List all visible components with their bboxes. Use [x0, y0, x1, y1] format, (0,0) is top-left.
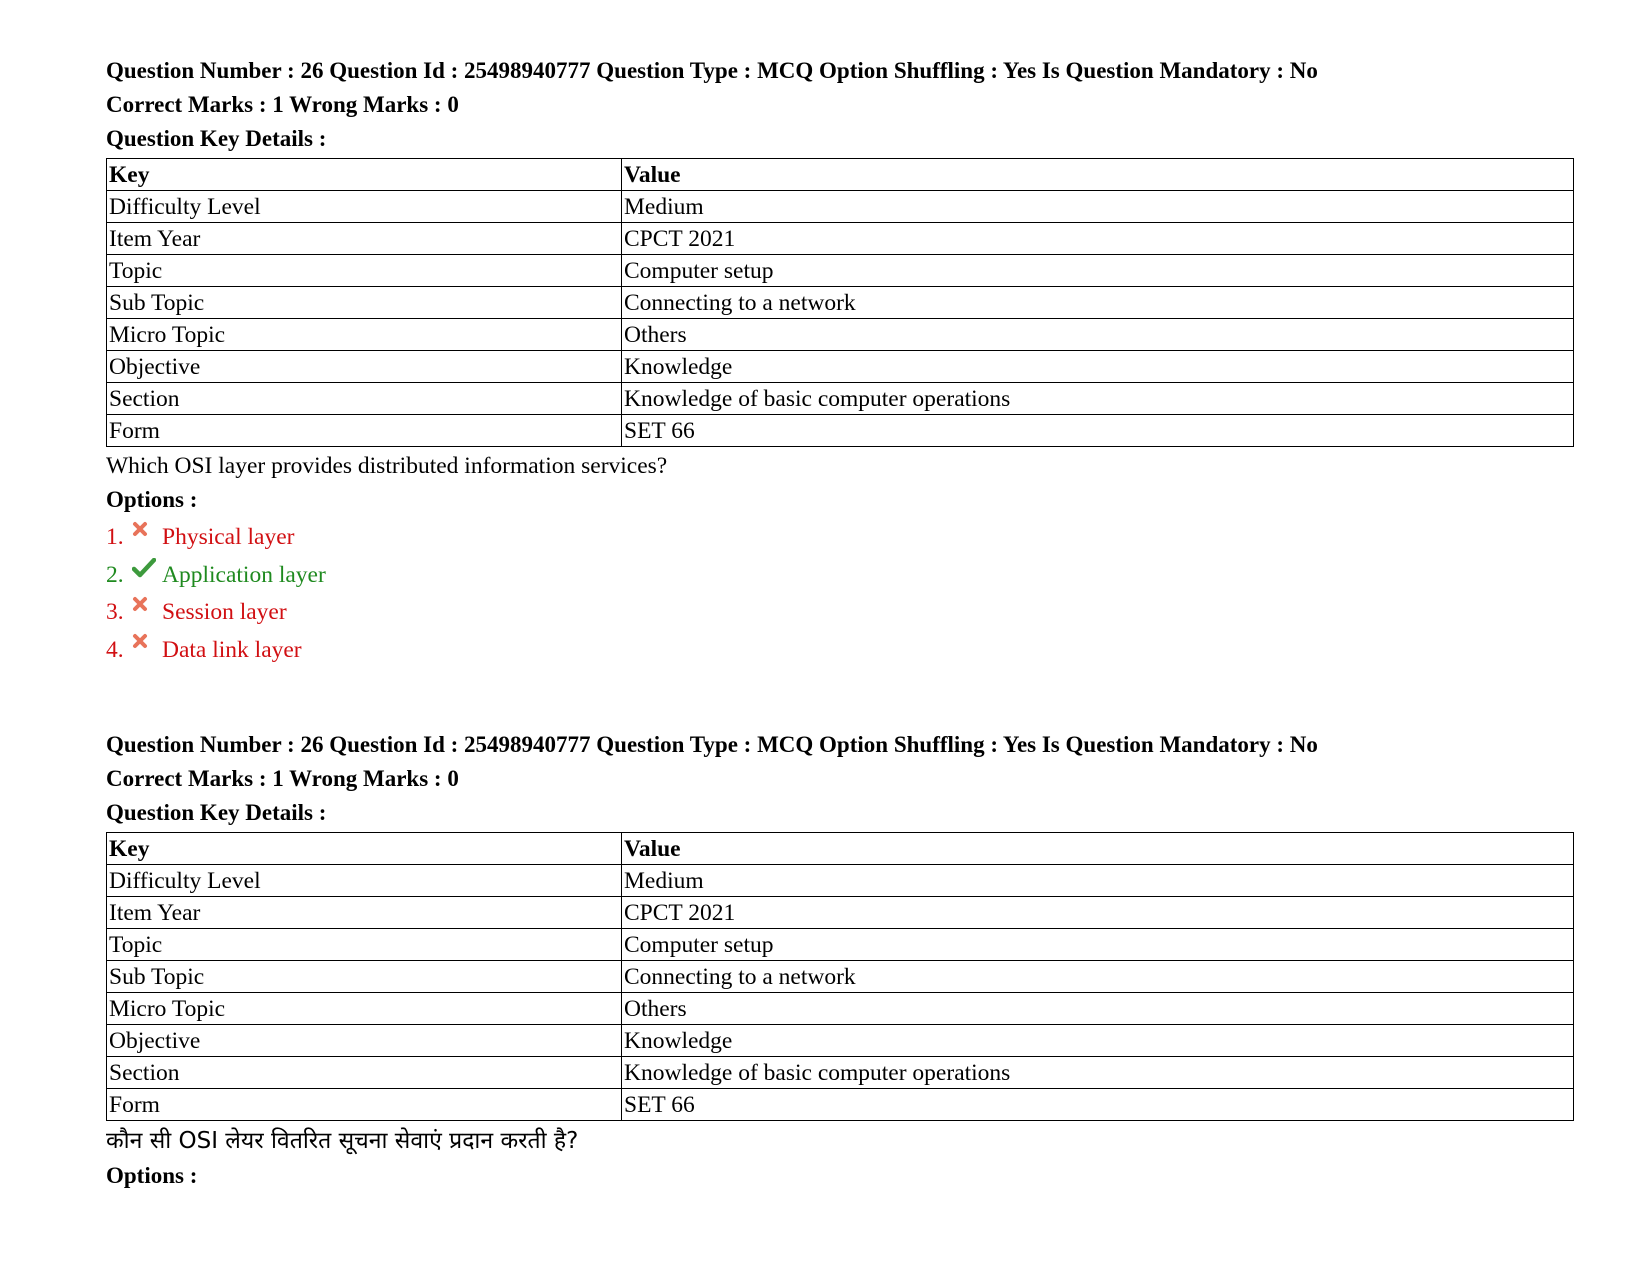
table-cell-value: Knowledge [622, 351, 1574, 383]
table-header-row [107, 159, 1574, 191]
table-row [107, 319, 1574, 351]
table-cell-value: Connecting to a network [622, 961, 1574, 993]
table-row [107, 961, 1574, 993]
option-number: 4. [106, 636, 124, 663]
table-cell-value: Computer setup [622, 929, 1574, 961]
options-label: Options : [106, 1163, 198, 1188]
option-text: Physical layer [162, 524, 295, 551]
option-text: Session layer [162, 599, 287, 626]
option-item [106, 632, 1574, 670]
table-cell-key: Micro Topic [107, 993, 622, 1025]
table-cell-value: Others [622, 319, 1574, 351]
table-header-value: Value [622, 159, 1574, 191]
marks-line: Correct Marks : 1 Wrong Marks : 0 [106, 92, 459, 117]
option-item [106, 519, 1574, 557]
option-number: 1. [106, 524, 124, 551]
table-row [107, 897, 1574, 929]
table-cell-value: Connecting to a network [622, 287, 1574, 319]
table-cell-value: Knowledge of basic computer operations [622, 383, 1574, 415]
option-text: Data link layer [162, 636, 302, 663]
table-cell-key: Micro Topic [107, 319, 622, 351]
question-meta-line: Question Number : 26 Question Id : 25498940777 Question Type : MCQ Option Shuffling : Yes Is Question Mandatory : No [106, 732, 1318, 757]
table-row [107, 223, 1574, 255]
table-cell-value: Knowledge [622, 1025, 1574, 1057]
table-cell-value: Computer setup [622, 255, 1574, 287]
table-cell-value: CPCT 2021 [622, 223, 1574, 255]
table-row [107, 287, 1574, 319]
table-row [107, 865, 1574, 897]
table-row [107, 351, 1574, 383]
table-row [107, 1025, 1574, 1057]
table-cell-key: Objective [107, 1025, 622, 1057]
table-cell-key: Topic [107, 255, 622, 287]
key-details-heading: Question Key Details : [106, 800, 327, 825]
table-cell-value: Medium [622, 865, 1574, 897]
option-item [106, 594, 1574, 632]
table-cell-value: SET 66 [622, 415, 1574, 447]
table-header-row [107, 833, 1574, 865]
table-cell-key: Difficulty Level [107, 191, 622, 223]
table-row [107, 1089, 1574, 1121]
check-icon [132, 558, 162, 584]
table-header-key: Key [107, 159, 622, 191]
key-details-table [106, 832, 1574, 1121]
table-cell-key: Form [107, 415, 622, 447]
table-row [107, 993, 1574, 1025]
table-cell-key: Section [107, 1057, 622, 1089]
option-text: Application layer [162, 561, 326, 588]
table-cell-value: SET 66 [622, 1089, 1574, 1121]
table-cell-key: Form [107, 1089, 622, 1121]
table-header-value: Value [622, 833, 1574, 865]
table-row [107, 255, 1574, 287]
option-number: 3. [106, 599, 124, 626]
cross-icon [132, 521, 162, 547]
table-cell-key: Topic [107, 929, 622, 961]
table-cell-key: Sub Topic [107, 961, 622, 993]
question-meta-line: Question Number : 26 Question Id : 25498940777 Question Type : MCQ Option Shuffling : Yes Is Question Mandatory : No [106, 58, 1318, 83]
options-list [106, 519, 1574, 669]
table-row [107, 929, 1574, 961]
question-text: कौन सी OSI लेयर वितरित सूचना सेवाएं प्रदान करती है? [106, 1128, 579, 1154]
table-cell-key: Item Year [107, 223, 622, 255]
marks-line: Correct Marks : 1 Wrong Marks : 0 [106, 766, 459, 791]
table-cell-value: Knowledge of basic computer operations [622, 1057, 1574, 1089]
question-text: Which OSI layer provides distributed information services? [106, 453, 668, 479]
table-cell-value: CPCT 2021 [622, 897, 1574, 929]
table-cell-key: Sub Topic [107, 287, 622, 319]
table-row [107, 415, 1574, 447]
key-details-heading: Question Key Details : [106, 126, 327, 151]
table-cell-key: Section [107, 383, 622, 415]
table-cell-value: Medium [622, 191, 1574, 223]
table-cell-key: Item Year [107, 897, 622, 929]
cross-icon [132, 596, 162, 622]
cross-icon [132, 633, 162, 659]
option-item [106, 557, 1574, 595]
key-details-table [106, 158, 1574, 447]
table-row [107, 1057, 1574, 1089]
table-header-key: Key [107, 833, 622, 865]
option-number: 2. [106, 561, 124, 588]
options-label: Options : [106, 487, 198, 512]
table-row [107, 191, 1574, 223]
table-cell-value: Others [622, 993, 1574, 1025]
question-block-2 [106, 728, 1574, 1193]
table-cell-key: Objective [107, 351, 622, 383]
table-cell-key: Difficulty Level [107, 865, 622, 897]
table-row [107, 383, 1574, 415]
question-block-1 [106, 54, 1574, 669]
